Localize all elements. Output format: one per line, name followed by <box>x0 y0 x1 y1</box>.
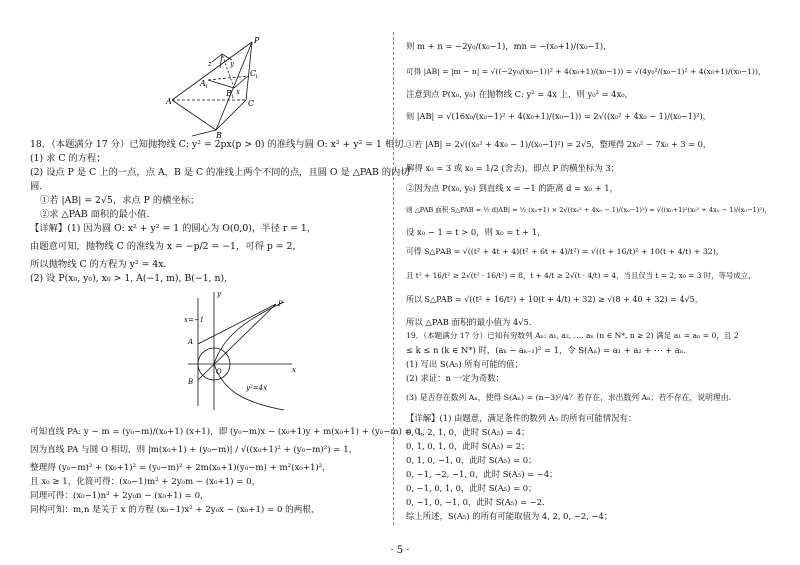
solution-line: 同构可知：m,n 是关于 x 的方程 (x₀−1)x² + 2y₀x − (x₀+1) = 0 的两根， <box>30 505 320 515</box>
case-line: 0, −1, 0, 1, 0，此时 S(A₅) = 0； <box>406 483 537 493</box>
label-A1-sub: 1 <box>205 84 209 90</box>
solution-line: 注意到点 P(x₀, y₀) 在抛物线 C: y² = 4x 上，则 y₀² = 4x₀， <box>406 89 634 99</box>
solution-line: 解得 x₀ = 3 或 x₀ = 1/2 (舍去)，即点 P 的横坐标为 3； <box>406 163 620 173</box>
label-axis-x: x <box>292 366 296 374</box>
q19-part1: (1) 写出 S(A₅) 所有可能的值； <box>406 359 523 369</box>
case-line: 0, −1, 0, −1, 0，此时 S(A₅) = −2. <box>406 497 545 507</box>
q18-part2-cont: 圆. <box>30 181 43 192</box>
label-x: x <box>236 88 240 96</box>
q18-part1: (1) 求 C 的方程； <box>30 153 106 164</box>
solution-line: 可得 S△PAB = √((t² + 4t + 4)(t² + 6t + 4)/t²) = √((t + 16/t)² + 10(t + 4/t) + 32)， <box>406 247 724 256</box>
label-P: P <box>254 36 260 45</box>
q18-stem: 18．（本题满分 17 分）已知抛物线 C: y² = 2px(p > 0) 的准线与圆 O: x² + y² = 1 相切. <box>30 139 407 150</box>
q19-part2: (2) 求证：n 一定为奇数； <box>406 373 504 383</box>
q18-subq2: ②求 △PAB 面积的最小值. <box>40 209 150 220</box>
right-column <box>406 0 782 565</box>
solution-line: 【详解】(1) 因为圆 O: x² + y² = 1 的圆心为 O(0,0)，半径 r = 1， <box>30 223 317 234</box>
label-B1: B <box>226 89 232 98</box>
case-line: 0, −1, −2, −1, 0，此时 S(A₅) = −4； <box>406 469 558 479</box>
solution-line: 则 m + n = −2y₀/(x₀−1)，mn = −(x₀+1)/(x₀−1)， <box>406 41 612 51</box>
label-axis-y: y <box>217 290 221 298</box>
solution-line: 因为直线 PA 与圆 O 相切，则 |m(x₀+1) + (y₀−m)| / √((x₀+1)² + (y₀−m)²) = 1， <box>30 445 358 455</box>
solution-line: ①若 |AB| = 2√((x₀² + 4x₀ − 1)/(x₀−1)²) = 2√5，整理得 2x₀² − 7x₀ + 3 = 0， <box>406 139 712 149</box>
case-line: 0, 1, 2, 1, 0，此时 S(A₅) = 4； <box>406 427 530 437</box>
label-C1-sub: 1 <box>255 74 259 80</box>
label-parabola: y²=4x <box>246 384 268 392</box>
label-O: O <box>216 368 222 376</box>
q18-subq1: ①若 |AB| = 2√5，求点 P 的横坐标； <box>40 195 200 206</box>
solution-line: 综上所述，S(A₅) 的所有可能取值为 4, 2, 0, −2, −4； <box>406 511 613 521</box>
solution-line: (2) 设 P(x₀, y₀), x₀ > 1, A(−1, m), B(−1, n), <box>30 273 228 284</box>
parabola-figure <box>180 288 300 412</box>
label-C: C <box>248 99 255 108</box>
solution-line: 所以 △PAB 面积的最小值为 4√5. <box>406 317 532 327</box>
label-B1-sub: 1 <box>231 94 235 100</box>
label-A1: A <box>200 79 206 88</box>
solution-line: 所以 S△PAB = √((t² + 16/t²) + 10(t + 4/t) + 32) ≥ √(8 + 40 + 32) = 4√5， <box>406 295 703 304</box>
solution-line: ②因为点 P(x₀, y₀) 到直线 x = −1 的距离 d = x₀ + 1， <box>406 183 618 193</box>
page-number: · 5 · <box>390 545 410 556</box>
case-line: 0, 1, 0, 1, 0，此时 S(A₅) = 2； <box>406 441 530 451</box>
label-A: A <box>166 97 172 106</box>
label-directrix: x=−1 <box>184 316 205 324</box>
q19-stem-cont: ≤ k ≤ n (k ∈ N*) 时，(aₖ − aₖ₋₁)² = 1，令 S(Aₙ) = a₁ + a₂ + ⋯ + aₙ. <box>406 345 687 355</box>
label-z: z <box>208 60 212 68</box>
solution-line: 则 |AB| = √(16x₀/(x₀−1)² + 4(x₀+1)/(x₀−1)) = 2√((x₀² + 4x₀ − 1)/(x₀−1)²)， <box>406 111 711 121</box>
label-A: A <box>188 338 194 346</box>
solution-line: 且 t² + 16/t² ≥ 2√(t² · 16/t²) = 8，t + 4/t ≥ 2√(t · 4/t) = 4，当且仅当 t = 2, x₀ = 3 时，等号成立， <box>406 271 756 280</box>
label-B: B <box>216 131 222 140</box>
column-divider <box>393 32 394 525</box>
label-P: P <box>278 300 283 308</box>
case-line: 0, 1, 0, −1, 0，此时 S(A₅) = 0； <box>406 455 537 465</box>
solution-line: 整理得 (y₀−m)² + (x₀+1)² = (y₀−m)² + 2m(x₀+1)(y₀−m) + m²(x₀+1)²， <box>30 463 331 473</box>
solution-line: 同理可得：(x₀−1)n² + 2y₀n − (x₀+1) = 0， <box>30 491 209 501</box>
q19-stem: 19．（本题满分 17 分）已知有穷数列 Aₙ: a₁, a₂, …, aₙ (n ∈ N*, n ≥ 2) 满足 a₁ = aₙ = 0，且 2 <box>406 331 739 340</box>
q18-part2: (2) 设点 P 是 C 上的一点，点 A，B 是 C 的准线上两个不同的点，且圆 O 是 △PAB 的内切 <box>30 167 410 178</box>
geometry-figure <box>166 36 298 140</box>
solution-line: 【详解】(1) 由题意，满足条件的数列 A₅ 的所有可能情况有： <box>406 413 637 423</box>
label-y: y <box>230 60 234 68</box>
label-B: B <box>188 378 194 386</box>
solution-line: 设 x₀ − 1 = t > 0，则 x₀ = t + 1， <box>406 227 546 237</box>
solution-line: 由题意可知，抛物线 C 的准线为 x = −p/2 = −1，可得 p = 2， <box>30 241 302 252</box>
q19-part3: (3) 是否存在数列 Aₙ，使得 S(Aₙ) = (n−3)²/4？若存在，求出数列 Aₙ；若不存在，说明理由. <box>406 393 731 402</box>
solution-line: 可知直线 PA: y − m = (y₀−m)/(x₀+1) (x+1)，即 (y₀−m)x − (x₀+1)y + m(x₀+1) + (y₀−m) = 0， <box>30 427 429 437</box>
solution-line: 可得 |AB| = |m − n| = √((−2y₀/(x₀−1))² + 4(x₀+1)/(x₀−1)) = √(4y₀²/(x₀−1)² + 4(x₀+1)/(x₀−1))， <box>406 67 766 76</box>
label-C1: C <box>250 69 257 78</box>
solution-line: 且 x₀ ≥ 1，化简可得：(x₀−1)m² + 2y₀m − (x₀+1) = 0， <box>30 477 261 487</box>
solution-line: 所以抛物线 C 的方程为 y² = 4x. <box>30 259 167 270</box>
left-column <box>30 0 429 565</box>
solution-line: 则 △PAB 面积 S△PAB = ½ d|AB| = ½ (x₀+1) × 2√((x₀² + 4x₀ − 1)/(x₀−1)²) = √((x₀+1)²(x₀² + 4x₀ − 1)/(x₀−1)²)， <box>406 206 772 214</box>
